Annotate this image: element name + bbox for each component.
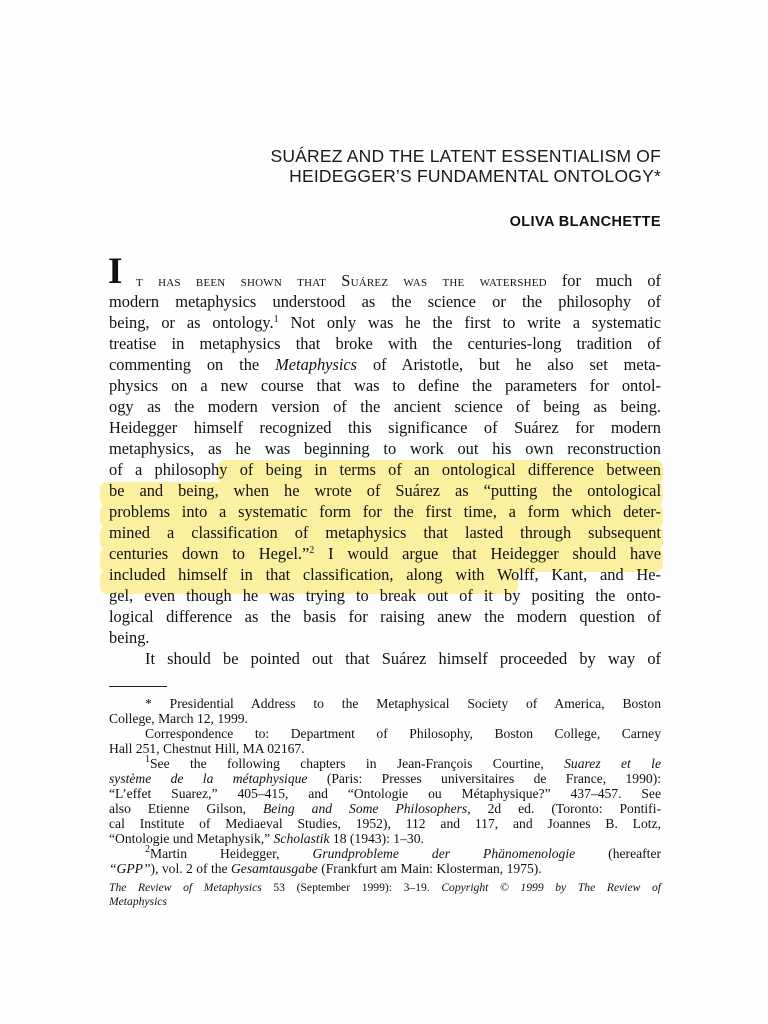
body-line: metaphysics, as he was beginning to work out his own reconstruction (109, 439, 661, 458)
title-line: HEIDEGGER’S FUNDAMENTAL ONTOLOGY* (289, 166, 661, 186)
footnote-text: “Ontologie und Metaphysik,” (109, 831, 274, 846)
footnote-number-2: 2 (145, 844, 150, 855)
body-line (136, 270, 661, 291)
italic-title: Suarez et le (564, 756, 661, 771)
footnote-text: (hereafter (575, 846, 661, 861)
footnote-text: (Frankfurt am Main: Klosterman, 1975). (317, 861, 542, 876)
body-text: I would argue that Heidegger should have (314, 544, 661, 563)
footnote-line: “L’effet Suarez,” 405–415, and “Ontologie ou Métaphysique?” 437–457. See (109, 786, 661, 801)
footnote-line (109, 831, 661, 846)
footnote-rule (109, 686, 167, 687)
italic-title: Grundprobleme der Phänomenologie (312, 846, 576, 861)
body-line: Heidegger himself recognized this significance of Suárez for modern (109, 418, 661, 437)
footnote-text: ), vol. 2 of the (150, 861, 231, 876)
body-text: for much of (546, 271, 661, 290)
citation-details: 53 (September 1999): 3–19. (261, 881, 442, 894)
body-line: logical difference as the basis for raising anew the modern question of (109, 607, 661, 626)
body-line: It should be pointed out that Suárez himself proceeded by way of (145, 649, 661, 668)
body-text: centuries down to Hegel.” (109, 544, 310, 563)
body-line: ogy as the modern version of the ancient science of being as being. (109, 397, 661, 416)
body-text: being, or as ontology. (109, 313, 274, 332)
footnote-text: 18 (1943): 1–30. (329, 831, 424, 846)
footnote-text: See the following chapters in Jean-François Courtine, (150, 756, 565, 771)
body-line (109, 354, 661, 375)
copyright-notice: Copyright © 1999 by The Review of (441, 881, 661, 894)
body-line: of a philosophy of being in terms of an ontological difference between (109, 460, 661, 479)
italic-title: système de la métaphysique (109, 771, 308, 786)
body-text: commenting on the (109, 355, 276, 374)
footnote-text: also Etienne Gilson, (109, 801, 263, 816)
journal-name: The Review of Metaphysics (109, 881, 262, 894)
footnote-number-1: 1 (145, 754, 150, 765)
italic-title: Metaphysics (275, 355, 358, 374)
body-line: included himself in that classification, along with Wolff, Kant, and He- (109, 565, 661, 584)
footnote-line (109, 861, 661, 876)
body-text: Not only was he the first to write a systematic (278, 313, 661, 332)
footnote-line (109, 846, 661, 861)
small-caps-opening: t has been shown that Suárez was the watershed (136, 271, 547, 290)
body-line (109, 312, 661, 333)
italic-title: “GPP” (109, 861, 151, 876)
italic-title: Being and Some Philosophers (262, 801, 468, 816)
body-text: of Aristotle, but he also set meta- (357, 355, 661, 374)
footnote-text: (Paris: Presses universitaires de France, 1990): (307, 771, 661, 786)
journal-citation (109, 881, 661, 895)
italic-title: Gesamtausgabe (230, 861, 318, 876)
body-line: modern metaphysics understood as the science or the philosophy of (109, 292, 661, 311)
footnote-line (109, 801, 661, 816)
footnote-line (109, 756, 661, 771)
italic-title: Scholastik (273, 831, 330, 846)
drop-cap: I (108, 251, 123, 292)
footnote-line: College, March 12, 1999. (109, 711, 248, 726)
footnote-ref-1: 1 (273, 314, 279, 325)
footnote-line: cal Institute of Mediaeval Studies, 1952), 112 and 117, and Joannes B. Lotz, (109, 816, 661, 831)
author-name: OLIVA BLANCHETTE (509, 214, 661, 230)
body-line: physics on a new course that was to define the parameters for ontol- (109, 376, 661, 395)
footnote-line: Correspondence to: Department of Philosophy, Boston College, Carney (145, 726, 661, 741)
body-line: gel, even though he was trying to break out of it by positing the onto- (109, 586, 661, 605)
footnote-ref-2: 2 (309, 545, 315, 556)
body-line: be and being, when he wrote of Suárez as “putting the ontological (109, 481, 661, 500)
journal-citation-line (109, 895, 661, 909)
footnote-line: * Presidential Address to the Metaphysical Society of America, Boston (145, 696, 661, 711)
body-line: treatise in metaphysics that broke with the centuries-long tradition of (109, 334, 661, 353)
body-line: being. (109, 628, 150, 647)
body-line (109, 543, 661, 564)
title-line: SUÁREZ AND THE LATENT ESSENTIALISM OF (270, 146, 661, 166)
footnote-text: , 2d ed. (Toronto: Pontifi- (467, 801, 661, 816)
footnote-line (109, 771, 661, 786)
article-title (101, 146, 661, 186)
footnote-line: Hall 251, Chestnut Hill, MA 02167. (109, 741, 305, 756)
body-line: problems into a systematic form for the first time, a form which deter- (109, 502, 661, 521)
journal-name: Metaphysics (109, 895, 167, 908)
body-line: mined a classification of metaphysics that lasted through subsequent (109, 523, 661, 542)
footnote-text: Martin Heidegger, (150, 846, 313, 861)
